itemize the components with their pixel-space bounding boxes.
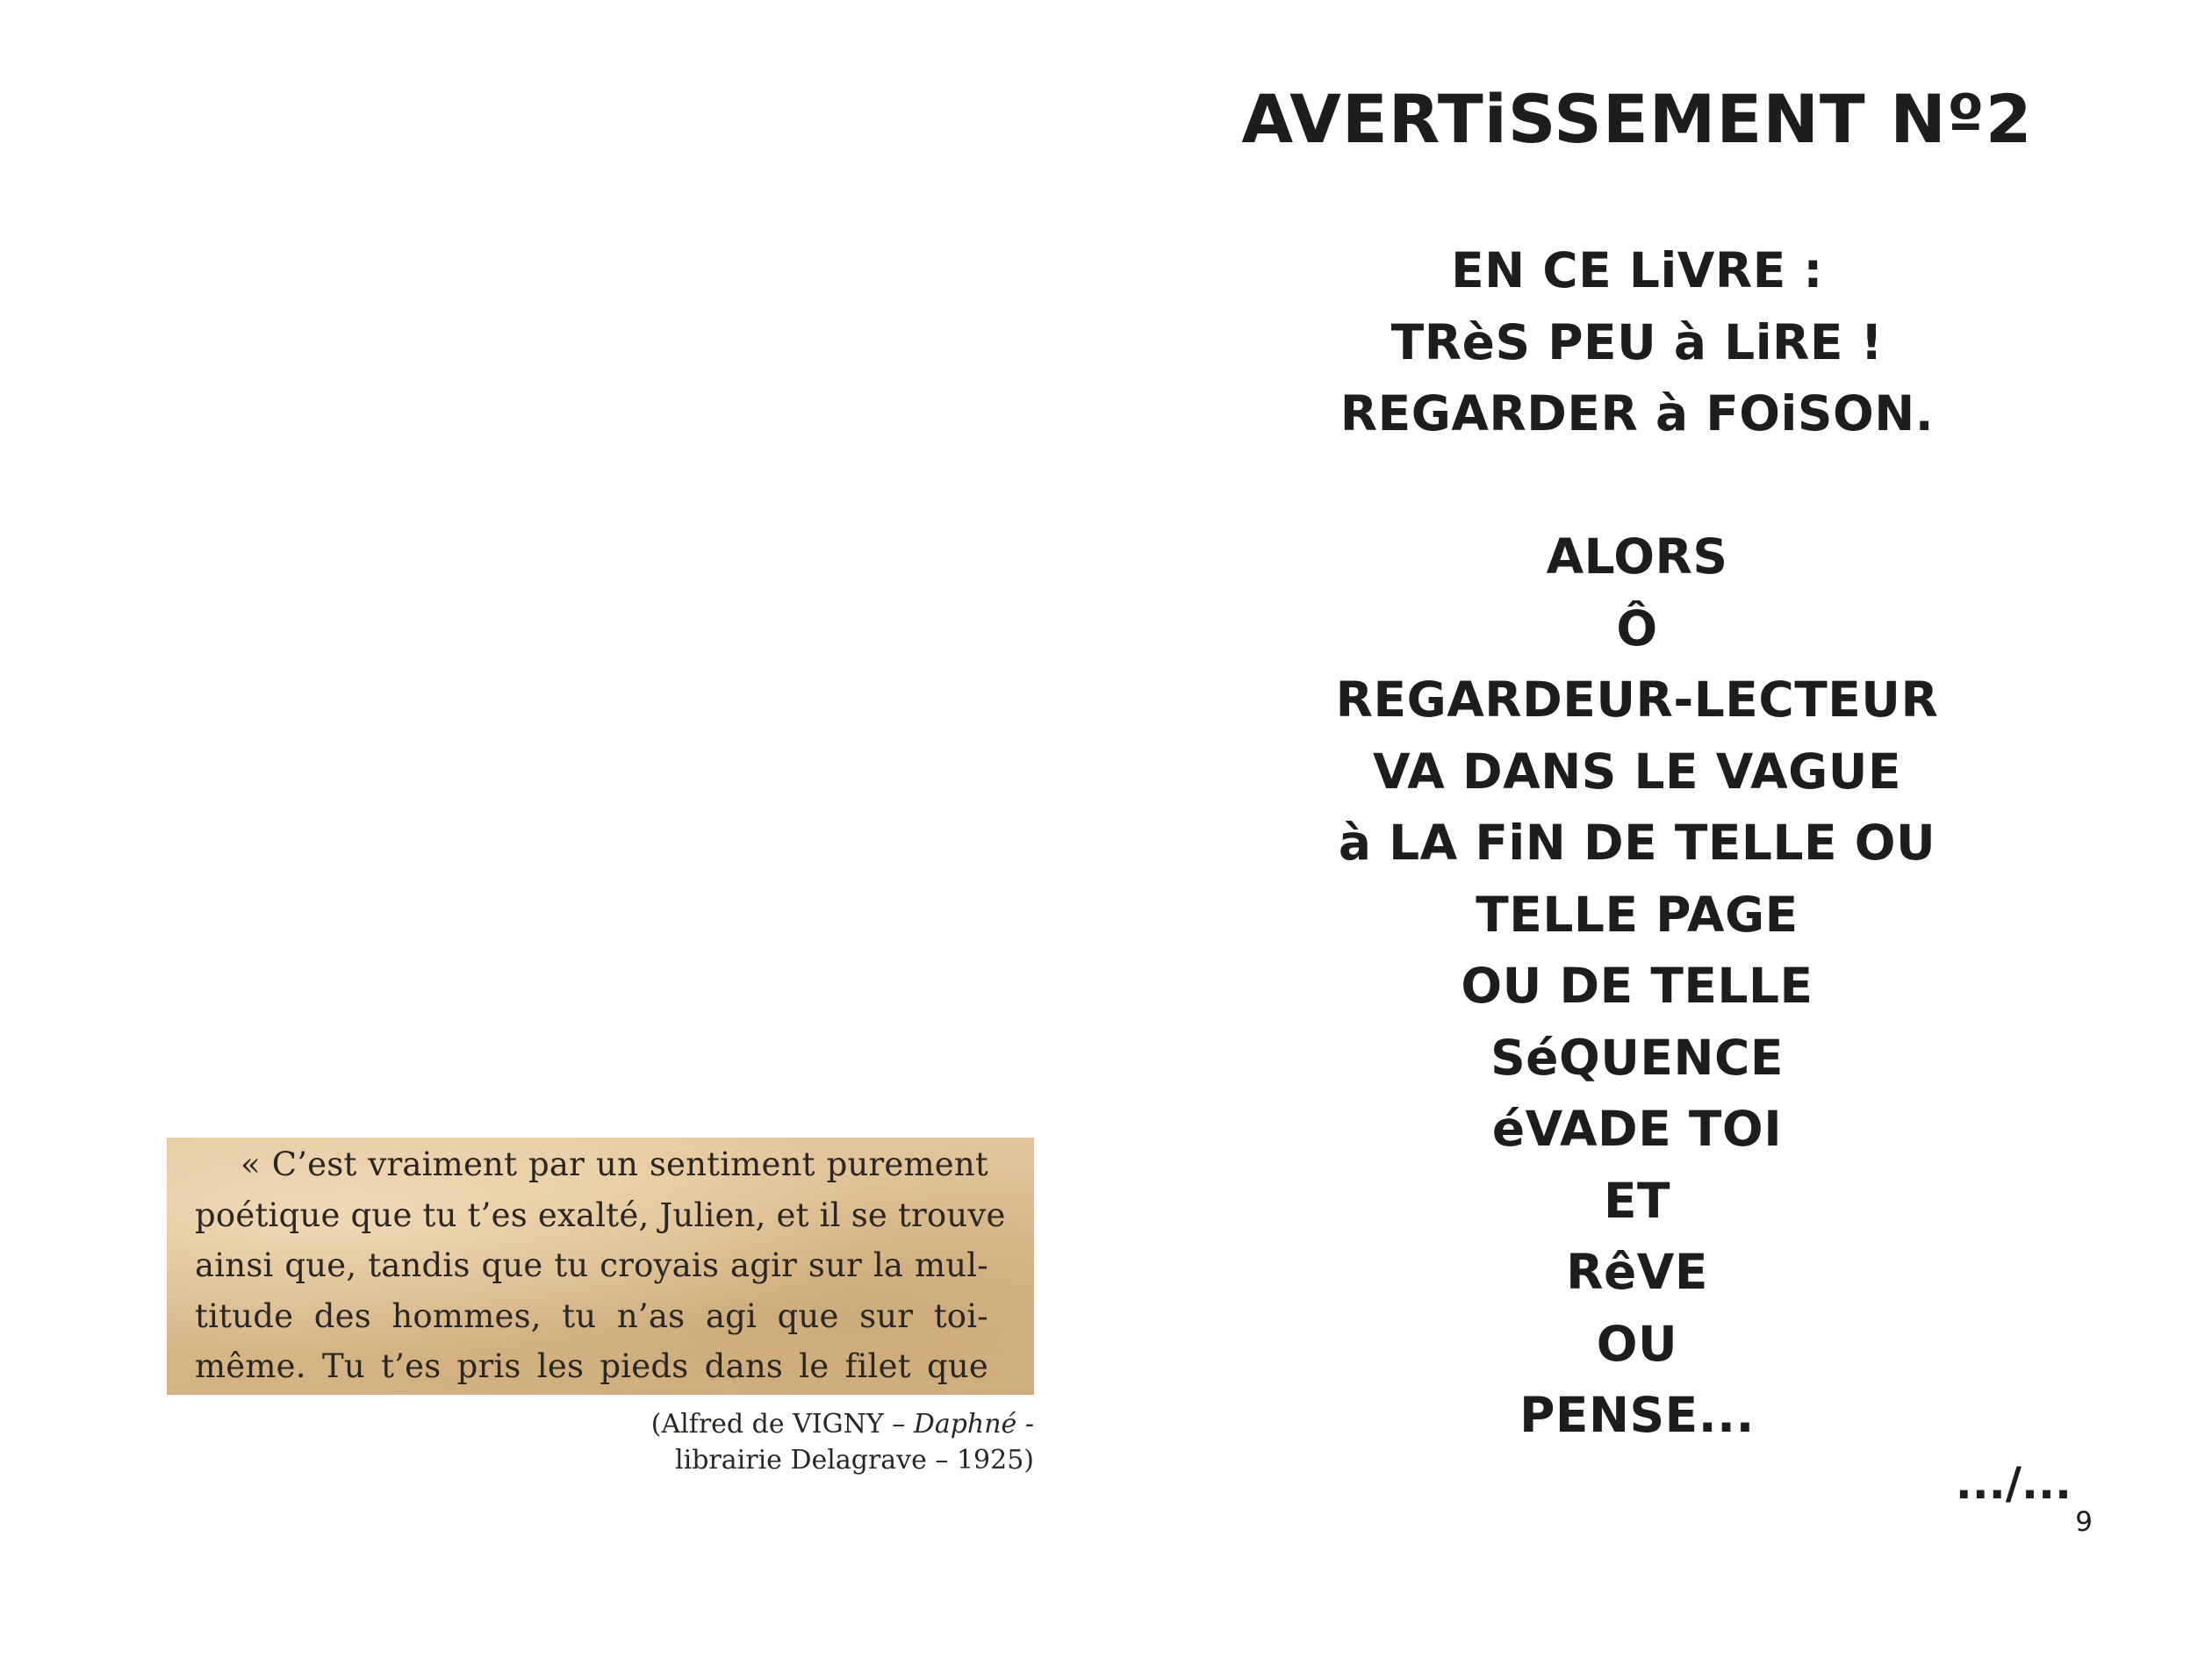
- poem-line: REGARDER à FOiSON.: [1339, 385, 1935, 442]
- source-line-2: librairie Delagrave – 1925): [675, 1445, 1034, 1476]
- poem-line: RêVE: [1566, 1244, 1708, 1300]
- source-work-title: Daphné: [913, 1409, 1017, 1440]
- scanned-quote-image: [167, 1138, 1034, 1395]
- poem-line: TELLE PAGE: [1476, 886, 1799, 943]
- poem-line: OU: [1596, 1315, 1678, 1372]
- poem-line: TRèS PEU à LiRE !: [1390, 313, 1884, 370]
- quote-line-2: poétique que tu t’es exalté, Julien, et il se trouve: [195, 1196, 1006, 1234]
- poem-line: ALORS: [1546, 528, 1728, 585]
- quote-source-caption: [492, 1406, 1034, 1478]
- quote-line-3: ainsi que, tandis que tu croyais agir sur la mul-: [195, 1246, 988, 1284]
- continuation-mark: .../...: [1955, 1458, 2072, 1509]
- source-author: (Alfred de VIGNY –: [650, 1409, 914, 1440]
- source-line-1: [492, 1406, 1034, 1442]
- quote-line-5: même. Tu t’es pris les pieds dans le filet que: [195, 1347, 988, 1385]
- poem-line: éVADE TOI: [1491, 1101, 1783, 1157]
- source-separator: -: [1016, 1409, 1034, 1440]
- poem-line: à LA FiN DE TELLE OU: [1338, 815, 1936, 871]
- quote-line-1: « C’est vraiment par un sentiment purement: [241, 1146, 988, 1183]
- poem-line: REGARDEUR-LECTEUR: [1335, 672, 1939, 728]
- stanza-gap: [1185, 450, 2089, 522]
- poem-line: ET: [1603, 1172, 1671, 1229]
- poem-line: SéQUENCE: [1490, 1029, 1784, 1086]
- page-number: 9: [2075, 1506, 2093, 1538]
- poem-line: OU DE TELLE: [1461, 958, 1813, 1014]
- quote-line-4: titude des hommes, tu n’as agi que sur toi-: [195, 1296, 988, 1335]
- poem-line: VA DANS LE VAGUE: [1372, 743, 1902, 800]
- page-title: AVERTiSSEMENT Nº2: [1241, 80, 2033, 158]
- poem-line: EN CE LiVRE :: [1451, 242, 1823, 298]
- poem-line: Ô: [1616, 600, 1658, 657]
- poem-line: PENSE...: [1519, 1387, 1755, 1443]
- poem: [1185, 235, 2089, 1452]
